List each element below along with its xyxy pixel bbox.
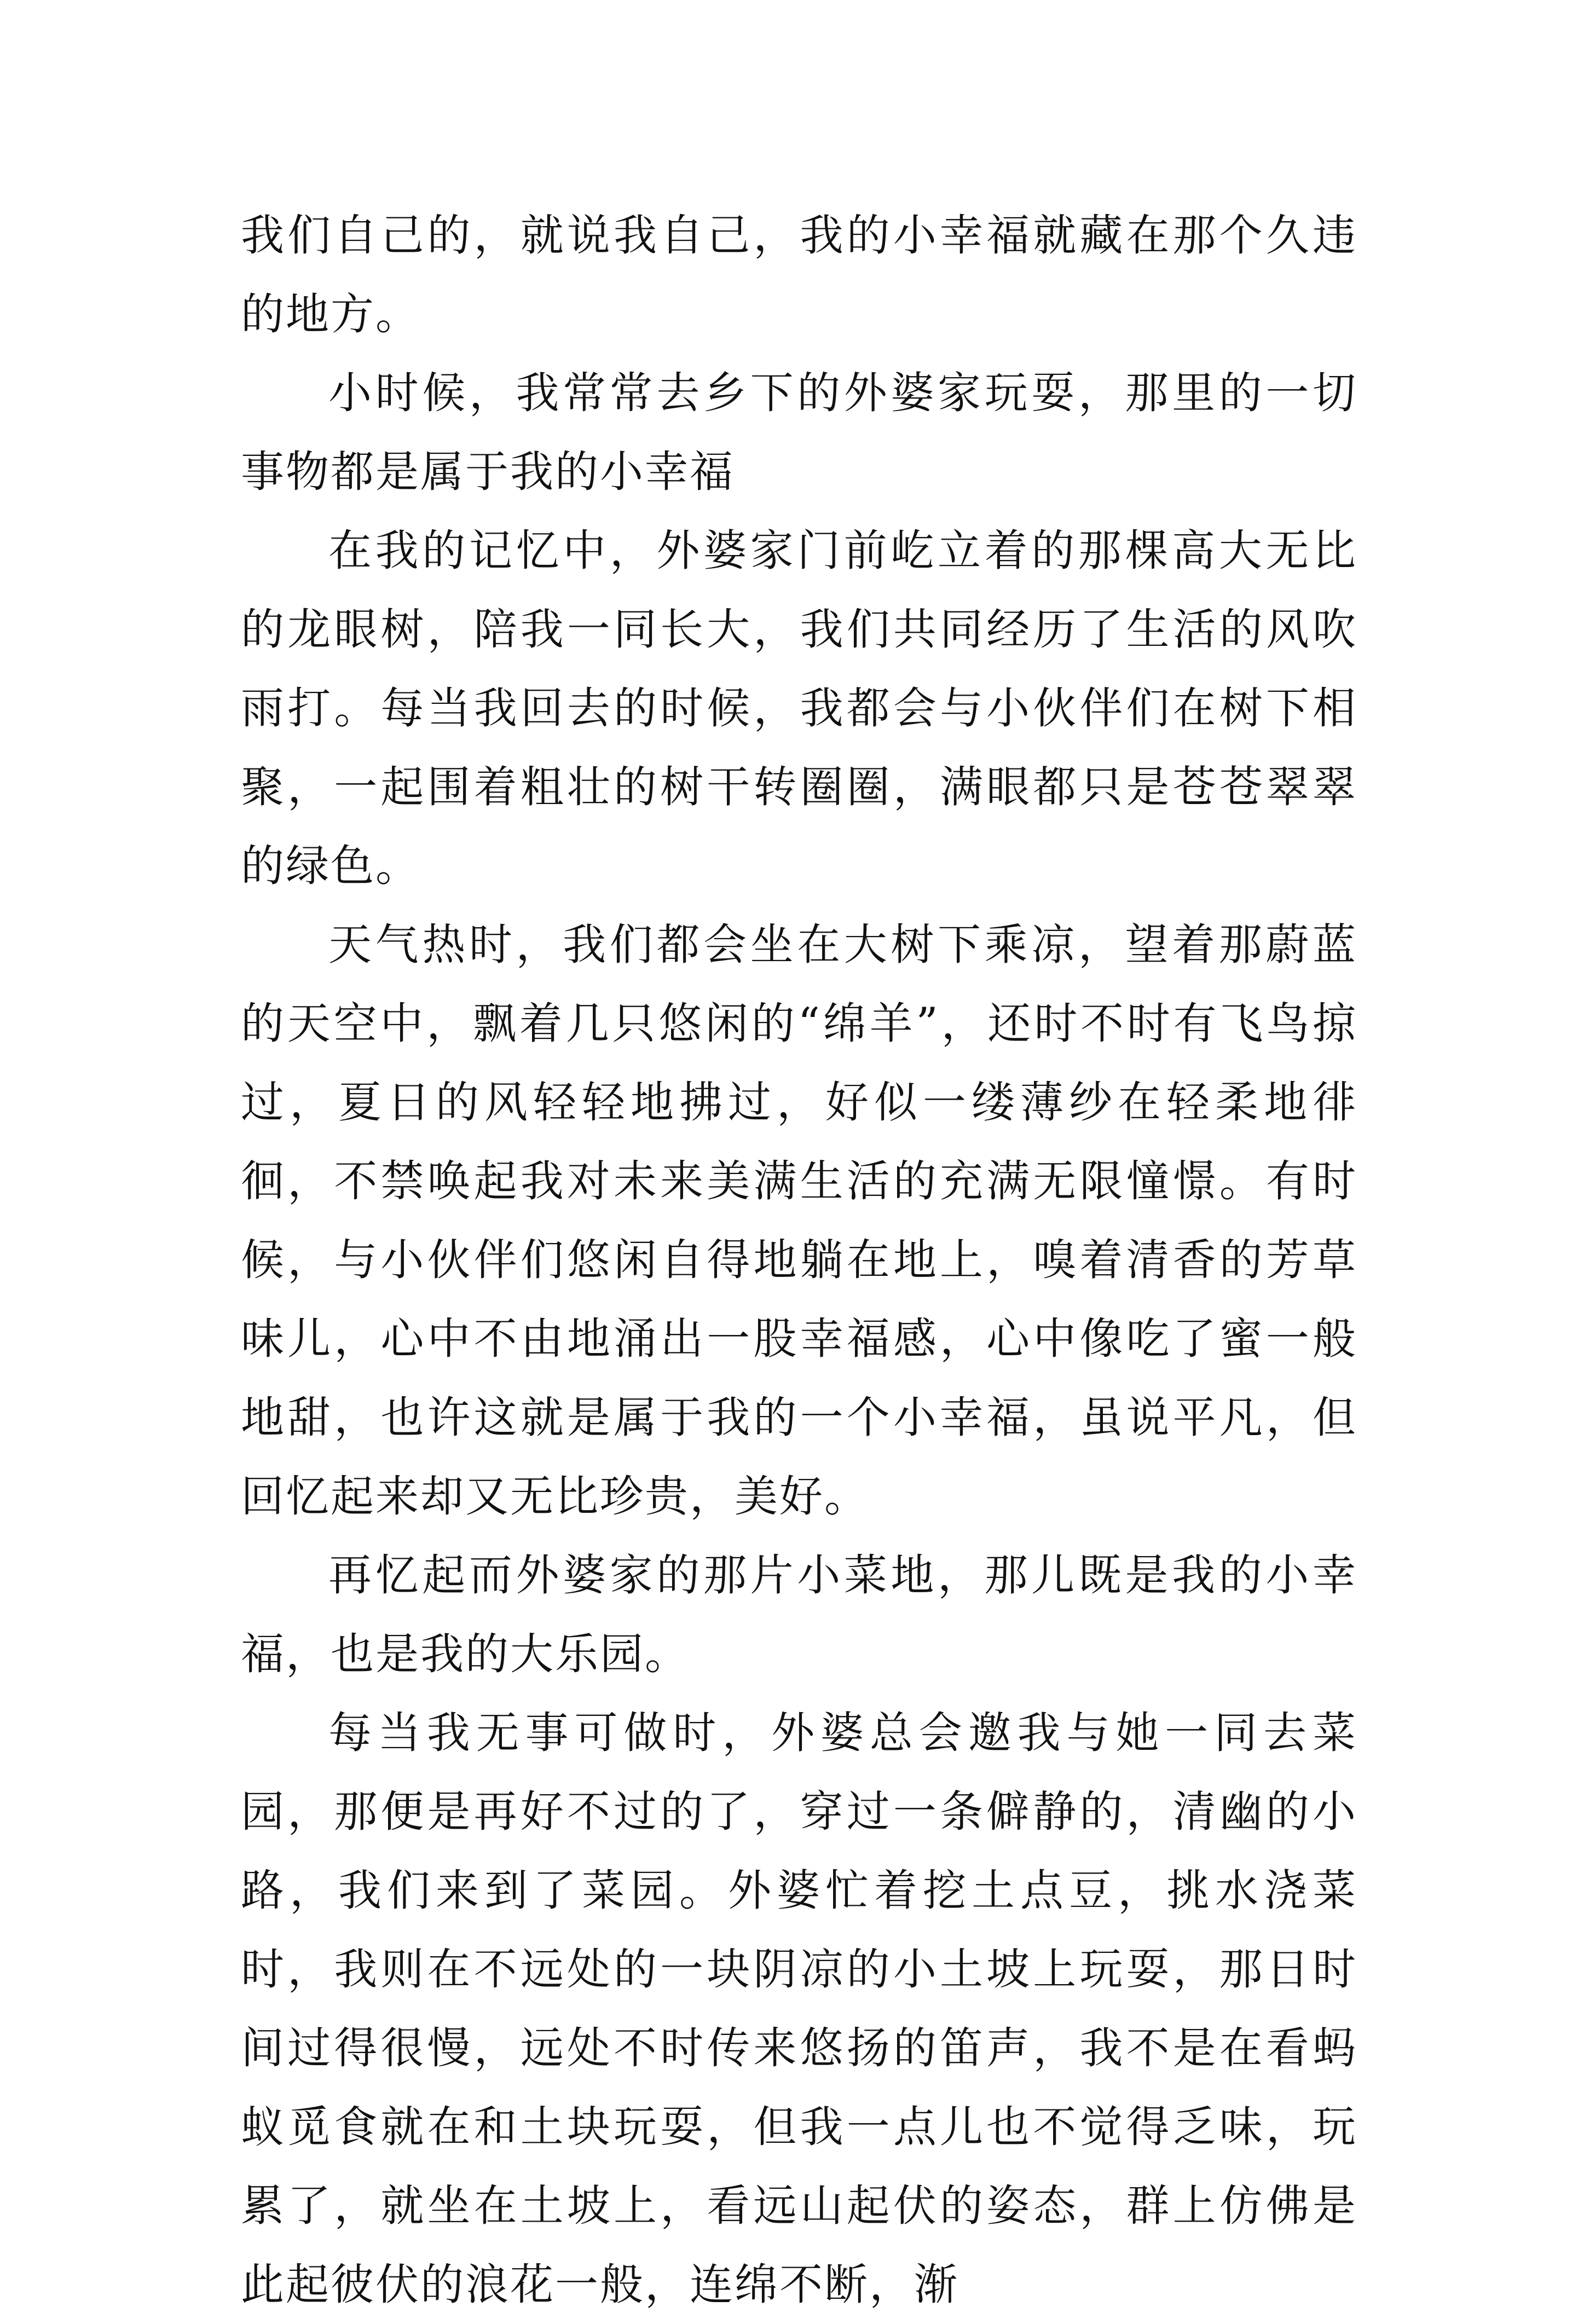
paragraph-6: 每当我无事可做时，外婆总会邀我与她一同去菜园，那便是再好不过的了，穿过一条僻静的，清幽的小路，我们来到了菜园。外婆忙着挖土点豆，挑水浇菜时，我则在不远处的一块阴凉的小土坡上玩耍，那日时间过得很慢，远处不时传来悠扬的笛声，我不是在看蚂蚁觅食就在和土块玩耍，但我一点儿也不觉得乏味，玩累了，就坐在土坡上，看远山起伏的姿态，群上仿佛是此起彼伏的浪花一般，连绵不断，渐 bbox=[241, 1708, 1357, 2310]
paragraph-3: 在我的记忆中，外婆家门前屹立着的那棵高大无比的龙眼树，陪我一同长大，我们共同经历了生活的风吹雨打。每当我回去的时候，我都会与小伙伴们在树下相聚，一起围着粗壮的树干转圈圈，满眼都只是苍苍翠翠的绿色。 bbox=[241, 525, 1357, 891]
paragraph-2: 小时候，我常常去乡下的外婆家玩耍，那里的一切事物都是属于我的小幸福 bbox=[241, 368, 1357, 497]
paragraph-4: 天气热时，我们都会坐在大树下乘凉，望着那蔚蓝的天空中，飘着几只悠闲的“绵羊”，还时不时有飞鸟掠过，夏日的风轻轻地拂过，好似一缕薄纱在轻柔地徘徊，不禁唤起我对未来美满生活的充满无限憧憬。有时候，与小伙伴们悠闲自得地躺在地上，嗅着清香的芳草味儿，心中不由地涌出一股幸福感，心中像吃了蜜一般地甜，也许这就是属于我的一个小幸福，虽说平凡，但回忆起来却又无比珍贵，美好。 bbox=[241, 920, 1357, 1522]
paragraph-5: 再忆起而外婆家的那片小菜地，那儿既是我的小幸福，也是我的大乐园。 bbox=[241, 1550, 1357, 1679]
document-body bbox=[241, 196, 1357, 2324]
paragraph-1: 我们自己的，就说我自己，我的小幸福就藏在那个久违的地方。 bbox=[241, 210, 1357, 339]
